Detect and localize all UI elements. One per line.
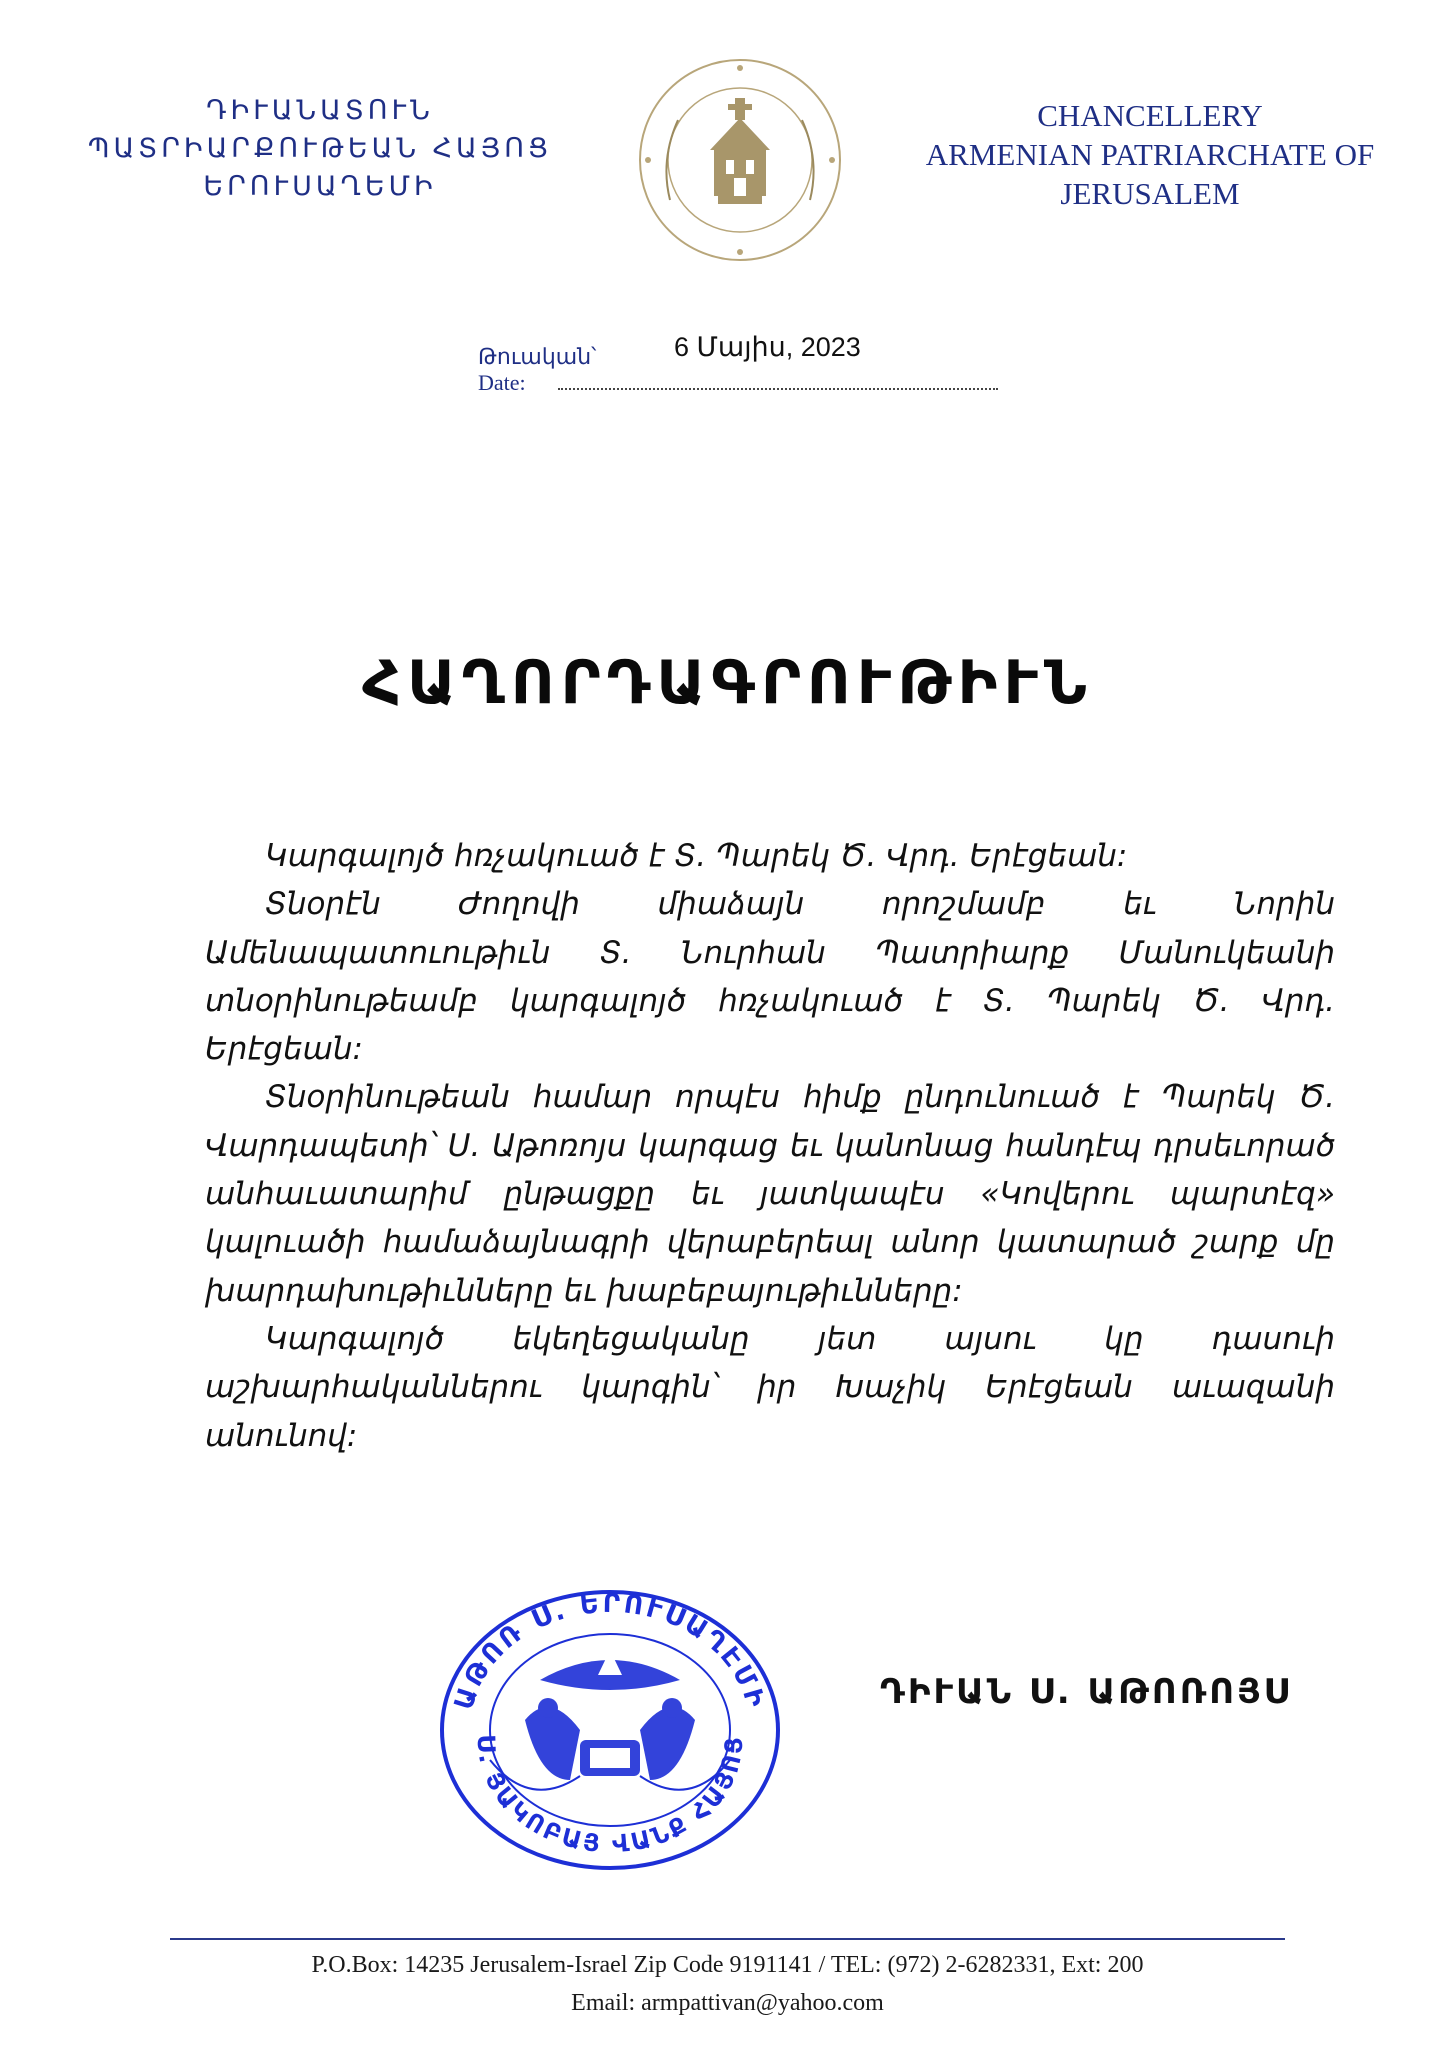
header-english-line-3: JERUSALEM bbox=[1060, 176, 1240, 211]
date-label-armenian: Թուական՝ bbox=[478, 344, 597, 369]
signature-line: ԴԻՒԱՆ Ս. ԱԹՈՌՈՅՍ bbox=[880, 1672, 1292, 1712]
body-paragraph-2: Տնօրէն Ժողովի միաձայն որոշմամբ եւ Նորին Ամենապատուութիւն Տ. Նուրհան Պատրիարք Մանուկեանի տնօրինութեամբ կարգալոյծ հռչակուած է Տ. Պարեկ Ծ. Վրդ. Երէցեան: bbox=[205, 886, 1335, 1068]
date-label-english: Date: bbox=[478, 370, 526, 395]
header-english-line-2: ARMENIAN PATRIARCHATE OF bbox=[925, 137, 1375, 172]
stamp-top-text: ԱԹՈՌ Ս. ԵՐՈՒՍԱՂԷՄԻ bbox=[449, 1588, 771, 1714]
header-armenian-line-2: ՊԱՏՐԻԱՐՔՈՒԹԵԱՆ ՀԱՅՈՑ bbox=[87, 133, 553, 164]
body-paragraph-4: Կարգալոյծ եկեղեցականը յետ այսու կը դասուի աշխարհականներու կարգին՝ իր Խաչիկ Երէցեան աւազանի անունով: bbox=[205, 1320, 1335, 1454]
header-armenian bbox=[40, 92, 600, 206]
body-paragraph-3: Տնօրինութեան համար որպէս հիմք ընդունուած է Պարեկ Ծ. Վարդապետի՝ Ս. Աթոռոյս կարգաց եւ կանոնաց հանդէպ դրսեւորած անհաւատարիմ ընթացքը եւ յատկապէս «Կովերու պարտէզ» կալուածի համաձայնագրի վերաբերեալ անոր կատարած շարք մը խարդախութիւնները եւ խաբեբայութիւնները: bbox=[205, 1079, 1335, 1309]
document-title: ՀԱՂՈՐԴԱԳՐՈՒԹԻՒՆ bbox=[362, 648, 1093, 718]
body-paragraph-1: Կարգալոյծ հռչակուած է Տ. Պարեկ Ծ. Վրդ. Երէցեան: bbox=[265, 838, 1128, 874]
footer-divider bbox=[170, 1938, 1285, 1940]
header-english bbox=[880, 96, 1420, 213]
date-value: 6 Մայիս, 2023 bbox=[674, 332, 861, 362]
footer-email: Email: armpattivan@yahoo.com bbox=[571, 1990, 884, 2016]
footer-address: P.O.Box: 14235 Jerusalem-Israel Zip Code 9191141 / TEL: (972) 2-6282331, Ext: 200 bbox=[311, 1952, 1144, 1978]
header-english-line-1: CHANCELLERY bbox=[1037, 98, 1263, 133]
date-field bbox=[478, 332, 1038, 402]
date-dotted-line bbox=[558, 388, 998, 390]
header-armenian-line-1: ԴԻՒԱՆԱՏՈՒՆ bbox=[206, 95, 434, 126]
patriarchate-emblem bbox=[630, 50, 850, 270]
stamp-bottom-text: Ս. ՅԱԿՈԲԱՅ ՎԱՆՔ ՀԱՅՈՑ bbox=[471, 1733, 749, 1859]
chancellery-stamp bbox=[430, 1580, 790, 1880]
header-armenian-line-3: ԵՐՈՒՍԱՂԵՄԻ bbox=[203, 171, 437, 202]
document-body bbox=[205, 832, 1335, 1460]
